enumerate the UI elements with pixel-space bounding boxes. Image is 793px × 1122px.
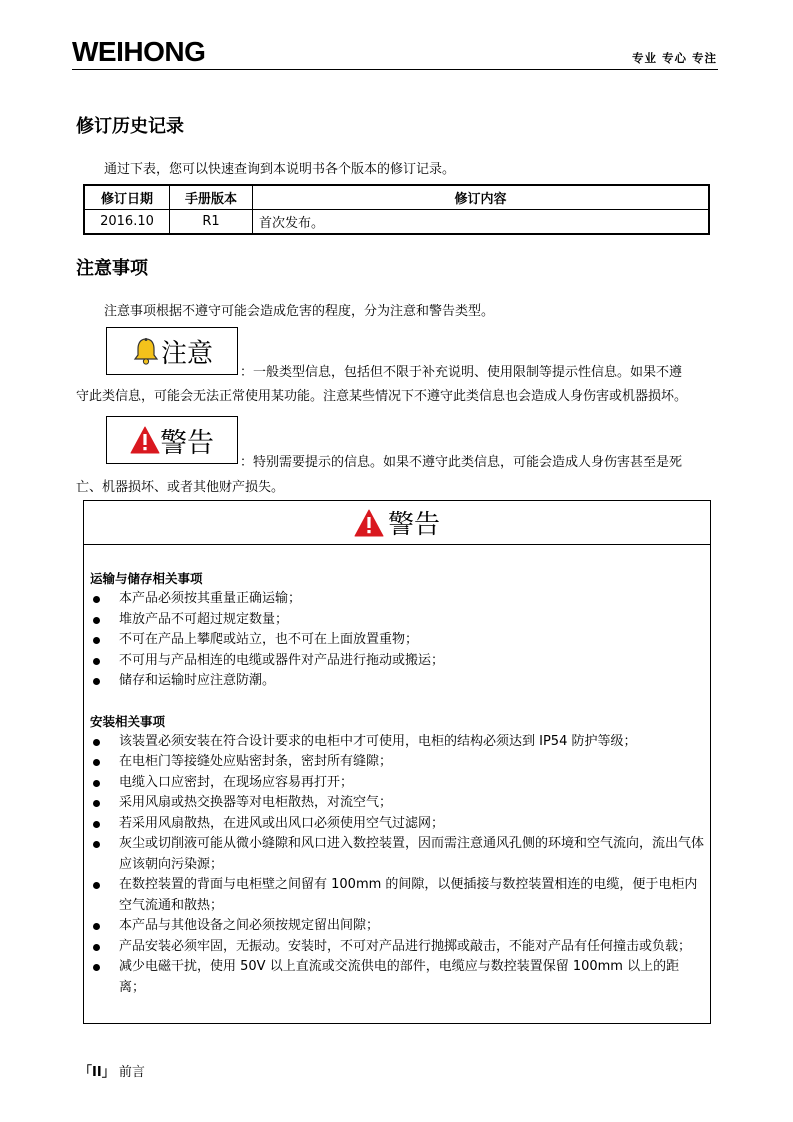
weihong-logo bbox=[72, 36, 205, 68]
list-item: 堆放产品不可超过规定数量； bbox=[90, 610, 704, 631]
bullet-icon bbox=[93, 759, 100, 766]
bullet-icon bbox=[93, 923, 100, 930]
revision-table-header bbox=[84, 185, 709, 210]
page-footer: 「II」 前言 bbox=[79, 1065, 145, 1080]
list-item: 在数控装置的背面与电柜壁之间留有 100mm 的间隙，以便插接与数控装置相连的电缆，便于电柜内空气流通和散热； bbox=[90, 875, 704, 916]
list-item: 产品安装必须牢固，无振动。安装时，不可对产品进行抛掷或敲击，不能对产品有任何撞击或负载； bbox=[90, 937, 704, 958]
revision-intro: 通过下表，您可以快速查询到本说明书各个版本的修订记录。 bbox=[104, 162, 456, 177]
warning-box-title-row bbox=[84, 501, 710, 545]
list-item: 若采用风扇散热，在进风或出风口必须使用空气过滤网； bbox=[90, 814, 704, 835]
caution-desc-line1: ：一般类型信息，包括但不限于补充说明、使用限制等提示性信息。如果不遵 bbox=[240, 365, 683, 380]
bullet-icon bbox=[93, 637, 100, 644]
header-slogan: 专业 专心 专注 bbox=[631, 51, 717, 65]
warning-sign bbox=[106, 416, 238, 464]
notice-intro: 注意事项根据不遵守可能会造成危害的程度，分为注意和警告类型。 bbox=[104, 304, 495, 319]
bullet-icon bbox=[93, 596, 100, 603]
bell-icon bbox=[131, 336, 161, 366]
bullet-icon bbox=[93, 739, 100, 746]
bullet-icon bbox=[93, 821, 100, 828]
table-row bbox=[84, 210, 709, 235]
warning-desc-line1: ：特别需要提示的信息。如果不遵守此类信息，可能会造成人身伤害甚至是死 bbox=[240, 455, 683, 470]
bullet-icon bbox=[93, 617, 100, 624]
bullet-icon bbox=[93, 944, 100, 951]
list-item: 在电柜门等接缝处应贴密封条，密封所有缝隙； bbox=[90, 752, 704, 773]
list-item: 不可用与产品相连的电缆或器件对产品进行拖动或搬运； bbox=[90, 651, 704, 672]
list-item: 采用风扇或热交换器等对电柜散热，对流空气； bbox=[90, 793, 704, 814]
warning-label: 警告 bbox=[160, 427, 214, 459]
caution-desc-line2: 守此类信息，可能会无法正常使用某功能。注意某些情况下不遵守此类信息也会造成人身伤害或机器损坏。 bbox=[76, 389, 688, 404]
list-item: 不可在产品上攀爬或站立，也不可在上面放置重物； bbox=[90, 630, 704, 651]
bullet-icon bbox=[93, 964, 100, 971]
notice-heading: 注意事项 bbox=[76, 258, 148, 279]
bullet-icon bbox=[93, 780, 100, 787]
bullet-icon bbox=[93, 841, 100, 848]
revision-heading: 修订历史记录 bbox=[76, 116, 184, 137]
bullet-icon bbox=[93, 800, 100, 807]
col-date-header: 修订日期 bbox=[84, 185, 170, 210]
caution-sign bbox=[106, 327, 238, 375]
col-content-header: 修订内容 bbox=[253, 185, 710, 210]
warning-triangle-icon bbox=[354, 509, 384, 537]
bullet-icon bbox=[93, 882, 100, 889]
footer-section: 前言 bbox=[118, 1065, 145, 1080]
header-rule bbox=[72, 69, 718, 70]
col-version-header: 手册版本 bbox=[170, 185, 253, 210]
warning-box bbox=[83, 500, 711, 1024]
list-item: 储存和运输时应注意防潮。 bbox=[90, 671, 704, 692]
revision-table bbox=[83, 184, 710, 235]
cell-version: R1 bbox=[170, 210, 253, 235]
list-item: 该装置必须安装在符合设计要求的电柜中才可使用，电柜的结构必须达到 IP54 防护等级； bbox=[90, 732, 704, 753]
page-number: II bbox=[92, 1065, 102, 1080]
warning-box-title: 警告 bbox=[387, 510, 440, 540]
list-item: 灰尘或切削液可能从微小缝隙和风口进入数控装置，因而需注意通风孔侧的环境和空气流向，流出气体应该朝向污染源； bbox=[90, 834, 704, 875]
cell-date: 2016.10 bbox=[84, 210, 170, 235]
list-item: 减少电磁干扰，使用 50V 以上直流或交流供电的部件，电缆应与数控装置保留 100mm 以上的距离； bbox=[90, 957, 704, 998]
list-item: 电缆入口应密封，在现场应容易再打开； bbox=[90, 773, 704, 794]
bullet-icon bbox=[93, 658, 100, 665]
warning-box-body bbox=[84, 545, 710, 998]
warning-desc-line2: 亡、机器损坏、或者其他财产损失。 bbox=[76, 480, 285, 495]
section-title-installation: 安装相关事项 bbox=[90, 713, 166, 729]
cell-content: 首次发布。 bbox=[253, 210, 710, 235]
list-item: 本产品与其他设备之间必须按规定留出间隙； bbox=[90, 916, 704, 937]
logo-text: WEIHONG bbox=[72, 36, 206, 67]
list-item: 本产品必须按其重量正确运输； bbox=[90, 589, 704, 610]
warning-triangle-icon bbox=[130, 426, 160, 454]
section-title-transport: 运输与储存相关事项 bbox=[90, 571, 203, 586]
caution-label: 注意 bbox=[160, 338, 213, 369]
bullet-icon bbox=[93, 678, 100, 685]
